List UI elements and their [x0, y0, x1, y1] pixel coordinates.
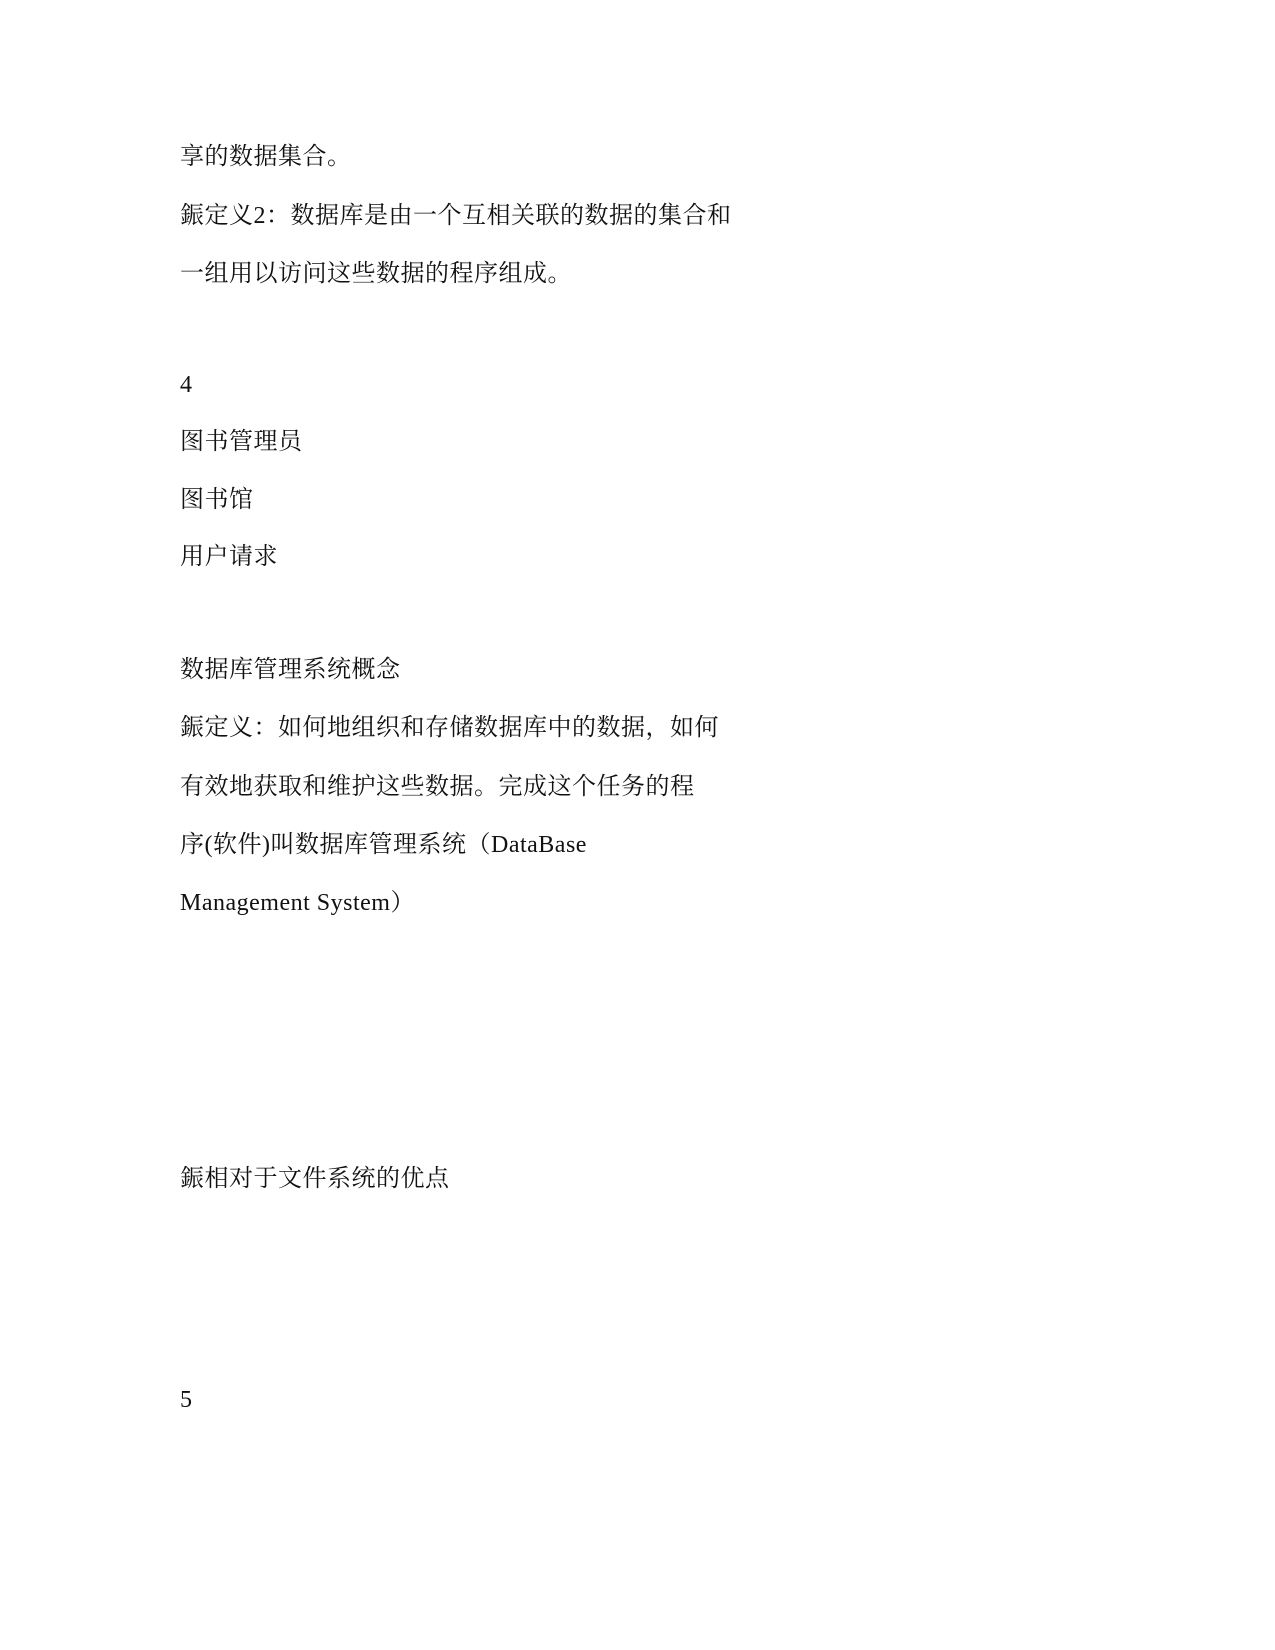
text-line-continuation: 享的数据集合。	[180, 144, 352, 170]
page-number-5: 5	[180, 1387, 193, 1413]
text-line-librarian: 图书管理员	[180, 429, 303, 455]
text-line-library: 图书馆	[180, 487, 254, 513]
page-number-4: 4	[180, 372, 193, 398]
text-line-dbms-definition-cont-2: 序(软件)叫数据库管理系统（DataBase	[180, 832, 587, 858]
text-line-definition-2-cont: 一组用以访问这些数据的程序组成。	[180, 261, 572, 287]
section-heading-dbms-concept: 数据库管理系统概念	[180, 657, 401, 683]
text-line-dbms-definition-cont-3: Management System）	[180, 890, 415, 916]
text-line-user-request: 用户请求	[180, 544, 278, 570]
text-line-dbms-definition: 鋠定义：如何地组织和存储数据库中的数据，如何	[180, 715, 719, 741]
text-line-dbms-definition-cont-1: 有效地获取和维护这些数据。完成这个任务的程	[180, 774, 695, 800]
text-line-advantages: 鋠相对于文件系统的优点	[180, 1166, 450, 1192]
text-line-definition-2: 鋠定义2：数据库是由一个互相关联的数据的集合和	[180, 203, 732, 229]
